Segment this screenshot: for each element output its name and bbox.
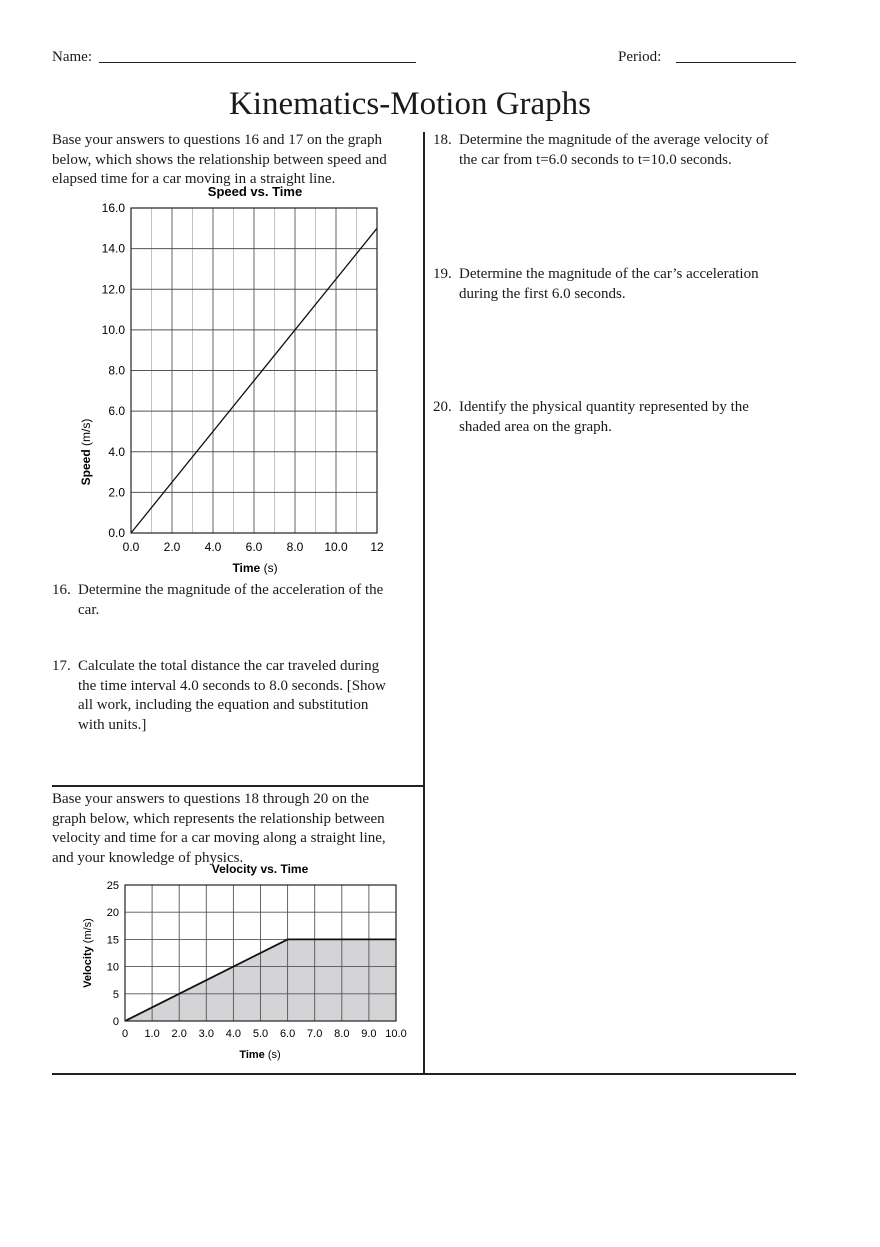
intro-line: Base your answers to questions 16 and 17 on the graph [52, 132, 382, 148]
intro-line: below, which shows the relationship between speed and [52, 151, 387, 168]
x-tick-label: 0.0 [122, 540, 140, 554]
intro-line: velocity and time for a car moving along a straight line, [52, 830, 386, 846]
question-line: Determine the magnitude of the acceleration of the [78, 582, 384, 598]
period-label: Period: [618, 49, 662, 65]
question-line: Calculate the total distance the car traveled during [78, 658, 380, 674]
y-tick-label: 15 [106, 934, 119, 947]
y-tick-label: 6.0 [108, 404, 125, 419]
question-line: the time interval 4.0 seconds to 8.0 seconds. [Show [78, 677, 386, 694]
x-tick-label: 10.0 [324, 540, 348, 554]
x-tick-label: 1.0 [144, 1028, 160, 1040]
x-axis-label: Time (s) [239, 1049, 281, 1061]
x-axis-label: Time (s) [232, 561, 278, 575]
question-number: 17. [52, 658, 71, 674]
intro-line: elapsed time for a car moving in a straight line. [52, 171, 336, 187]
y-tick-label: 2.0 [108, 485, 125, 500]
name-label: Name: [52, 49, 92, 65]
x-tick-label: 3.0 [198, 1028, 214, 1040]
x-tick-label: 5.0 [252, 1028, 269, 1040]
column-divider [423, 132, 425, 1074]
y-tick-label: 16.0 [101, 201, 125, 215]
page-bottom-rule [52, 1073, 796, 1075]
x-tick-label: 8.0 [286, 540, 304, 554]
y-tick-label: 25 [106, 880, 119, 892]
page-title: Kinematics-Motion Graphs [228, 86, 592, 122]
y-tick-label: 14.0 [101, 241, 125, 256]
intro-line: Base your answers to questions 18 through 20 on the [52, 791, 370, 807]
question-number: 20. [433, 399, 452, 415]
name-field[interactable] [99, 62, 416, 63]
y-tick-label: 8.0 [108, 363, 125, 378]
x-tick-label: 7.0 [307, 1028, 323, 1040]
question-line: Identify the physical quantity represented by the [459, 399, 749, 415]
chart-title: Speed vs. Time [207, 184, 303, 199]
x-tick-label: 2.0 [163, 540, 181, 554]
y-tick-label: 20 [106, 907, 119, 920]
x-tick-label: 6.0 [279, 1028, 296, 1040]
x-tick-label: 2.0 [171, 1028, 187, 1040]
x-tick-label: 4.0 [204, 540, 222, 554]
intro-line: graph below, which represents the relationship between [52, 810, 385, 827]
question-line: car. [78, 601, 100, 618]
chart-title: Velocity vs. Time [211, 862, 309, 876]
x-tick-label: 4.0 [225, 1028, 242, 1040]
question-number: 19. [433, 266, 452, 282]
x-tick-label: 10.0 [385, 1028, 407, 1040]
y-tick-label: 0.0 [108, 526, 125, 540]
speed-time-chart [70, 180, 390, 580]
question-line: Determine the magnitude of the car’s acceleration [459, 266, 759, 282]
section-divider [52, 785, 423, 787]
y-axis-label: Velocity (m/s) [82, 918, 94, 988]
question-number: 16. [52, 582, 71, 598]
intro-18-20 [52, 790, 422, 868]
question-line: shaded area on the graph. [459, 418, 612, 435]
intro-line: and your knowledge of physics. [52, 849, 244, 866]
y-tick-label: 5 [112, 988, 119, 1001]
x-tick-label: 8.0 [334, 1028, 350, 1040]
x-tick-label: 12 [370, 540, 384, 554]
question-line: with units.] [78, 716, 147, 733]
question-number: 18. [433, 132, 452, 148]
velocity-time-chart [70, 858, 420, 1068]
question-line: Determine the magnitude of the average velocity of [459, 132, 769, 148]
question-line: during the first 6.0 seconds. [459, 285, 626, 302]
y-tick-label: 10 [106, 961, 119, 974]
y-tick-label: 12.0 [101, 282, 125, 297]
period-field[interactable] [676, 62, 796, 63]
y-tick-label: 4.0 [108, 444, 125, 459]
question-line: the car from t=6.0 seconds to t=10.0 seconds. [459, 151, 732, 168]
y-axis-label: Speed (m/s) [79, 418, 93, 486]
question-line: all work, including the equation and substitution [78, 697, 369, 713]
x-tick-label: 6.0 [245, 540, 263, 554]
y-tick-label: 10.0 [101, 322, 125, 337]
x-tick-label: 0 [121, 1028, 129, 1040]
x-tick-label: 9.0 [361, 1028, 377, 1040]
y-tick-label: 0 [112, 1016, 119, 1028]
